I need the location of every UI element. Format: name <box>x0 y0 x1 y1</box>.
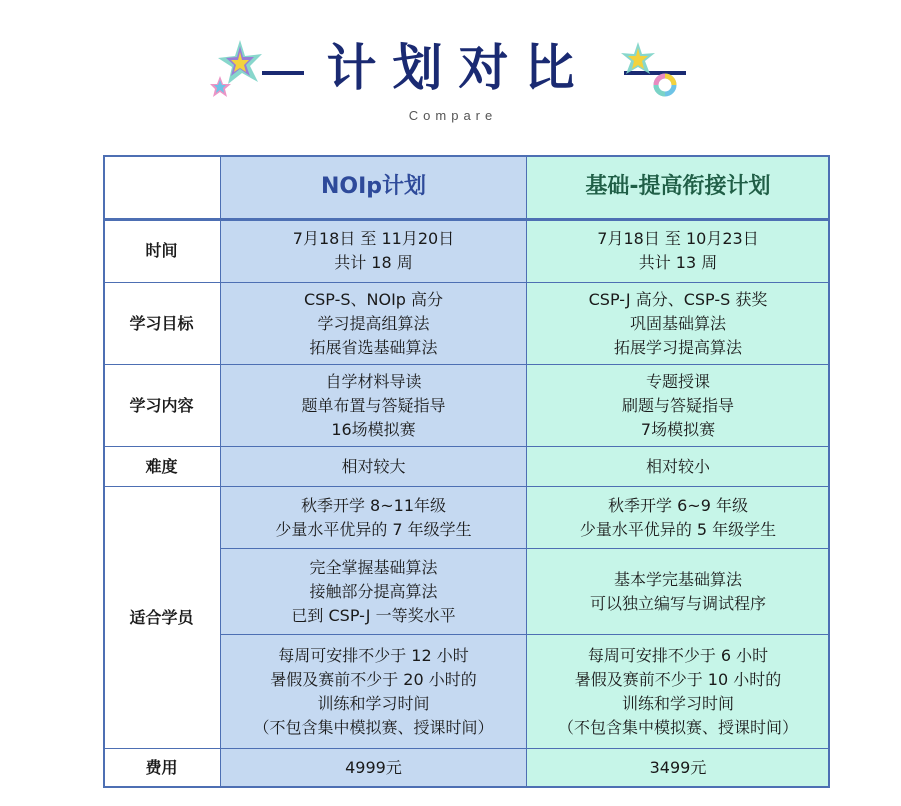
bridge-time-line: 7月18日 至 10月23日 <box>597 228 759 248</box>
bridge-goal-line: 巩固基础算法 <box>629 313 726 333</box>
bridge-content-cell <box>527 365 830 447</box>
bridge-grade-line: 少量水平优异的 5 年级学生 <box>579 519 777 539</box>
bridge-hours-line: 每周可安排不少于 6 小时 <box>587 645 769 665</box>
bridge-difficulty-cell <box>527 447 830 487</box>
bridge-level-cell <box>527 549 830 635</box>
noip-grade-cell <box>221 487 527 549</box>
noip-level-cell <box>221 549 527 635</box>
noip-time-line: 7月18日 至 11月20日 <box>292 228 455 248</box>
ring-icon <box>652 72 678 98</box>
bridge-grade-cell <box>527 487 830 549</box>
bridge-goal-line: 拓展学习提高算法 <box>613 337 742 357</box>
bridge-time-cell <box>527 219 830 283</box>
page-title: 计划对比 <box>326 39 591 97</box>
noip-hours-line: 每周可安排不少于 12 小时 <box>278 645 469 665</box>
header <box>0 0 901 130</box>
noip-time-line: 共计 18 周 <box>334 252 413 272</box>
noip-difficulty-cell <box>221 447 527 487</box>
column-header-noip <box>221 155 527 219</box>
row-label-fee-text: 费用 <box>145 758 178 777</box>
bridge-content-line: 刷题与答疑指导 <box>621 395 734 415</box>
row-label-students <box>103 487 221 749</box>
bridge-level-line: 可以独立编写与调试程序 <box>589 593 766 613</box>
noip-content-line: 自学材料导读 <box>325 371 422 391</box>
row-label-goal-text: 学习目标 <box>129 313 194 333</box>
noip-level-line: 已到 CSP-J 一等奖水平 <box>291 605 456 625</box>
bridge-grade-line: 秋季开学 6~9 年级 <box>608 495 748 515</box>
noip-hours-cell <box>221 635 527 749</box>
bridge-content-line: 专题授课 <box>645 371 710 391</box>
noip-fee-value: 4999元 <box>345 758 402 777</box>
row-label-difficulty-text: 难度 <box>145 456 178 476</box>
header-divider <box>103 218 830 221</box>
noip-goal-cell <box>221 283 527 365</box>
noip-time-cell <box>221 219 527 283</box>
column-header-bridge-label: 基础-提高衔接计划 <box>585 173 771 199</box>
bridge-time-line: 共计 13 周 <box>638 252 718 272</box>
noip-content-cell <box>221 365 527 447</box>
bridge-content-line: 7场模拟赛 <box>640 419 716 439</box>
column-header-bridge <box>527 155 830 219</box>
noip-content-line: 题单布置与答疑指导 <box>301 395 446 415</box>
row-label-time <box>103 219 221 283</box>
row-label-content <box>103 365 221 447</box>
row-label-content-text: 学习内容 <box>129 395 194 415</box>
noip-fee-cell <box>221 749 527 788</box>
corner-cell <box>103 155 221 219</box>
bridge-level-line: 基本学完基础算法 <box>613 569 742 589</box>
noip-hours-line: （不包含集中模拟赛、授课时间） <box>253 717 494 737</box>
noip-grade-line: 少量水平优异的 7 年级学生 <box>275 519 472 539</box>
bridge-fee-cell <box>527 749 830 788</box>
noip-goal-line: 学习提高组算法 <box>317 313 430 333</box>
noip-hours-line: 暑假及赛前不少于 20 小时的 <box>270 669 477 689</box>
bridge-difficulty-line: 相对较小 <box>645 456 710 476</box>
noip-hours-line: 训练和学习时间 <box>317 693 430 713</box>
row-label-fee <box>103 749 221 788</box>
noip-grade-line: 秋季开学 8~11年级 <box>300 495 447 515</box>
noip-goal-line: 拓展省选基础算法 <box>309 337 438 357</box>
bridge-goal-cell <box>527 283 830 365</box>
bridge-hours-line: （不包含集中模拟赛、授课时间） <box>557 717 798 737</box>
bridge-goal-line: CSP-J 高分、CSP-S 获奖 <box>588 289 768 309</box>
bridge-fee-value: 3499元 <box>649 758 707 777</box>
row-label-goal <box>103 283 221 365</box>
noip-level-line: 接触部分提高算法 <box>309 581 438 601</box>
row-label-time-text: 时间 <box>145 240 178 260</box>
bridge-hours-line: 训练和学习时间 <box>621 693 734 713</box>
noip-level-line: 完全掌握基础算法 <box>309 557 438 577</box>
page-subtitle: Compare <box>408 108 498 123</box>
noip-goal-line: CSP-S、NOIp 高分 <box>303 289 444 309</box>
row-label-students-text: 适合学员 <box>129 607 194 627</box>
noip-content-line: 16场模拟赛 <box>331 419 416 439</box>
bridge-hours-cell <box>527 635 830 749</box>
noip-difficulty-line: 相对较大 <box>341 456 406 476</box>
bridge-hours-line: 暑假及赛前不少于 10 小时的 <box>574 669 782 689</box>
comparison-table <box>103 155 830 788</box>
column-header-noip-label: NOIp计划 <box>320 173 427 199</box>
row-label-difficulty <box>103 447 221 487</box>
